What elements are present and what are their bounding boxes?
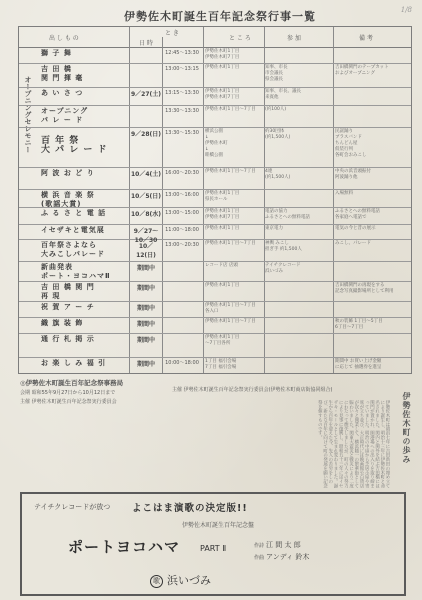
event-place: 伊勢佐木町1丁目～7丁目 [205, 319, 256, 324]
singer [150, 572, 211, 588]
event-date: 9／28(日) [131, 131, 162, 138]
ad-subtitle: 伊勢佐木町誕生百年記念盤 [182, 522, 255, 529]
event-name: あ い さ つ [41, 89, 84, 97]
table-row [19, 357, 411, 373]
event-time: 13:00～13:15 [165, 66, 199, 72]
event-place: 伊勢佐木町1丁目 県民ホール [205, 191, 240, 202]
event-time: 13:00～16:00 [165, 192, 199, 198]
song-title: ポートヨコハマ [68, 538, 181, 556]
lyrics-writer: 江 間 太 郎 [266, 541, 301, 549]
event-participants: 約30団体 (約1,500人) [265, 129, 291, 140]
event-notes: 入場無料 [335, 191, 353, 196]
event-time: 13:00～20:30 [165, 242, 199, 248]
event-time: 13:30～13:30 [165, 108, 199, 114]
event-date: 10／5(日) [131, 193, 162, 200]
event-date: 期間中 [136, 285, 155, 292]
event-time: 13:15～13:30 [165, 90, 199, 96]
history-title: 伊勢佐木町の歩み [402, 392, 411, 464]
event-name: 横 浜 音 楽 祭 (歌謡大賞) [41, 191, 95, 208]
event-date: 期間中 [136, 321, 155, 328]
table-row [19, 281, 411, 302]
event-participants: 知事、市長、議長 来賓他 [265, 89, 301, 100]
event-date: 期間中 [136, 337, 155, 344]
pencil-note: 1/8 [400, 6, 412, 14]
sponsor-text: 主催 伊勢佐木町誕生百年記念祭実行委員会(伊勢佐木町商店街協同組合) [172, 387, 333, 393]
event-date: 期間中 [136, 265, 155, 272]
table-row [19, 207, 411, 225]
event-notes: 吉田橋関門の再現をする 記念写真撮影場所として利用 [335, 283, 394, 294]
event-name: イセザキと電気展 [41, 226, 105, 234]
event-notes: 期間中 お買い上げ金額 に応じて 抽選券を進呈 [335, 359, 382, 370]
event-participants: テイチクレコード 浜いづみ [265, 263, 301, 274]
header-schedule: と き [165, 30, 179, 37]
event-place: 横浜公園 ↓ 伊勢佐木町 ↓ 睦橋公園 [205, 129, 228, 158]
event-name: 織 旗 装 飾 [41, 319, 84, 327]
record-advertisement [20, 492, 406, 596]
event-notes: 中央の浜音頭振付 阿波踊り他 [335, 169, 371, 180]
event-participants: 電話の協力 ふるさとへの無料電話 [265, 209, 310, 220]
table-row [19, 189, 411, 208]
event-date: 10／12(日) [136, 243, 156, 259]
event-time: 11:00～18:00 [165, 227, 199, 233]
event-notes: 秋の装飾 1丁目～5丁目 6丁目～7丁目 [335, 319, 383, 330]
event-name: 百年祭さよなら 大みこしパレード [41, 241, 105, 258]
event-name: オープニング パ レ ー ド [41, 107, 89, 124]
event-participants: (約100人) [265, 107, 287, 112]
event-place: 伊勢佐木町1丁目～7丁目 [205, 241, 256, 246]
table-row [19, 333, 411, 358]
event-name: 祝 賀 ア ー チ [41, 303, 95, 311]
event-place: 伊勢佐木町1丁目 ～7丁目各所 [205, 335, 240, 346]
header-date: 日 時 [139, 40, 153, 47]
event-place: 伊勢佐木町1丁目 伊勢佐木町7丁目 [205, 209, 240, 220]
lyrics-credit [254, 540, 394, 550]
event-place: 伊勢佐木町1丁目～7丁目 [205, 107, 256, 112]
office-title: ◎伊勢佐木町誕生百年記念祭事務局 [20, 379, 124, 387]
table-row [19, 105, 411, 128]
event-time: 16:00～20:30 [165, 170, 199, 176]
event-place: レコード店 店頭 [205, 263, 238, 268]
table-row [19, 239, 411, 262]
ad-headline: よこはま演歌の決定版!! [132, 503, 248, 514]
table-row [19, 317, 411, 334]
table-row [19, 63, 411, 88]
event-date: 9／27(土) [131, 91, 162, 98]
event-time: 13:00～15:00 [165, 210, 199, 216]
event-place: 伊勢佐木町1丁目 [205, 283, 240, 288]
event-participants: 知事、市長 市会議長 県会議長 [265, 65, 288, 82]
event-place: 伊勢佐木町1丁目 伊勢佐木町7丁目 [205, 89, 240, 100]
event-place: 伊勢佐木町1丁目～7丁目 各入口 [205, 303, 256, 314]
event-name: 阿 波 お ど り [41, 169, 95, 177]
event-notes: 吉田橋関門のテープカット およびオープニング [335, 65, 389, 76]
table-row [19, 167, 411, 190]
event-name: 獅 子 舞 [41, 49, 72, 57]
singer-name: 浜いづみ [167, 574, 211, 587]
header-notes: 備 考 [359, 35, 373, 42]
lyrics-label: 作詩 [254, 543, 265, 549]
music-composer: アンディ 鈴木 [266, 553, 310, 561]
event-date: 10／8(水) [131, 211, 162, 218]
event-time: 12:45～13:30 [165, 50, 199, 56]
event-time: 10:00～18:00 [165, 360, 199, 366]
event-name: 百 年 祭 大 パ レ ー ド [41, 136, 108, 155]
office-line: 会期 昭和55年9月27日から10月12日まで [20, 390, 116, 396]
table-row [19, 47, 411, 64]
music-credit [254, 552, 394, 562]
table-header [19, 27, 411, 48]
table-row [19, 127, 411, 168]
schedule-table [18, 26, 412, 374]
history-text: 伊勢佐木町は明治七年に吉田新田の埋め立てにより誕生し、明治十三年に伊勢佐木町と命名されました。関内と関外を結ぶ吉田橋には関門が置かれ、開港場への出入りを取り締まっていました。明治の中頃から芝居小屋や寄席が立ち並び、大正時代には映画館や百貨店が次々と開業して、横浜随一の繁華街として賑わいました。関東大震災と戦災により二度にわたって焼失しましたが、町の人々の努力により見事に復興し、昭和五十三年にはイセザキ・モールとして生まれ変わりました。誕生から百年を迎えた今、先人の苦労をしのび、新たな百年に向けて町の発展を願い記念祭を催すものです。 [317, 400, 390, 488]
event-participants: 4連 (約1,500人) [265, 169, 291, 180]
event-date: 期間中 [136, 361, 155, 368]
table-row [19, 301, 411, 318]
song-part: PART Ⅱ [200, 544, 227, 553]
event-name: お 楽 し み 福 引 [41, 359, 107, 367]
table-row [19, 87, 411, 106]
opening-ceremony-label: オープニングセレモニー [24, 75, 32, 153]
event-name: 吉 田 橋 関 門 揮 毫 [41, 65, 84, 82]
event-place: 伊勢佐木町1丁目 伊勢佐木町7丁目 [205, 49, 240, 60]
event-participants: 神輿 みこし 担ぎ手 約1,500人 [265, 241, 302, 252]
singer-mark: 歌 [150, 575, 163, 588]
table-row [19, 261, 411, 282]
event-notes: 電気の今と昔の展示 [335, 226, 376, 231]
event-notes: ふるさとへの無料電話 各家庭へ電話で [335, 209, 380, 220]
event-notes: みこし、パレード [335, 241, 371, 246]
event-participants: 東京電力 [265, 226, 283, 231]
header-participants: 参 加 [287, 35, 301, 42]
music-label: 作曲 [254, 555, 265, 561]
event-name: ふ る さ と 電 話 [41, 209, 107, 217]
event-place: 伊勢佐木町1丁目 [205, 226, 240, 231]
header-event: 出 し も の [49, 35, 79, 42]
event-place: 1丁目 福引会場 7丁目 福引会場 [205, 359, 237, 370]
event-date: 期間中 [136, 305, 155, 312]
event-name: 吉 田 橋 関 門 再 現 [41, 283, 95, 300]
event-place: 伊勢佐木町1丁目 [205, 65, 240, 70]
event-name: 新曲発表 ポート・ヨコハマⅡ [41, 263, 111, 280]
office-line: 主催 伊勢佐木町誕生百年記念祭実行委員会 [20, 399, 117, 405]
event-notes: 民謡踊り ブラスバンド ちんどん屋 仮装行列 各町会おみこし [335, 129, 367, 158]
header-place: と こ ろ [229, 35, 251, 42]
event-date: 9／27～10／30 [133, 228, 159, 244]
ad-tagline: テイチクレコードが放つ [34, 503, 111, 511]
event-name: 通 行 札 掲 示 [41, 335, 95, 343]
event-place: 伊勢佐木町1丁目～7丁目 [205, 169, 256, 174]
event-time: 13:30～15:30 [165, 130, 199, 136]
page-title: 伊勢佐木町誕生百年記念祭行事一覧 [124, 10, 316, 23]
event-date: 10／4(土) [131, 171, 162, 178]
